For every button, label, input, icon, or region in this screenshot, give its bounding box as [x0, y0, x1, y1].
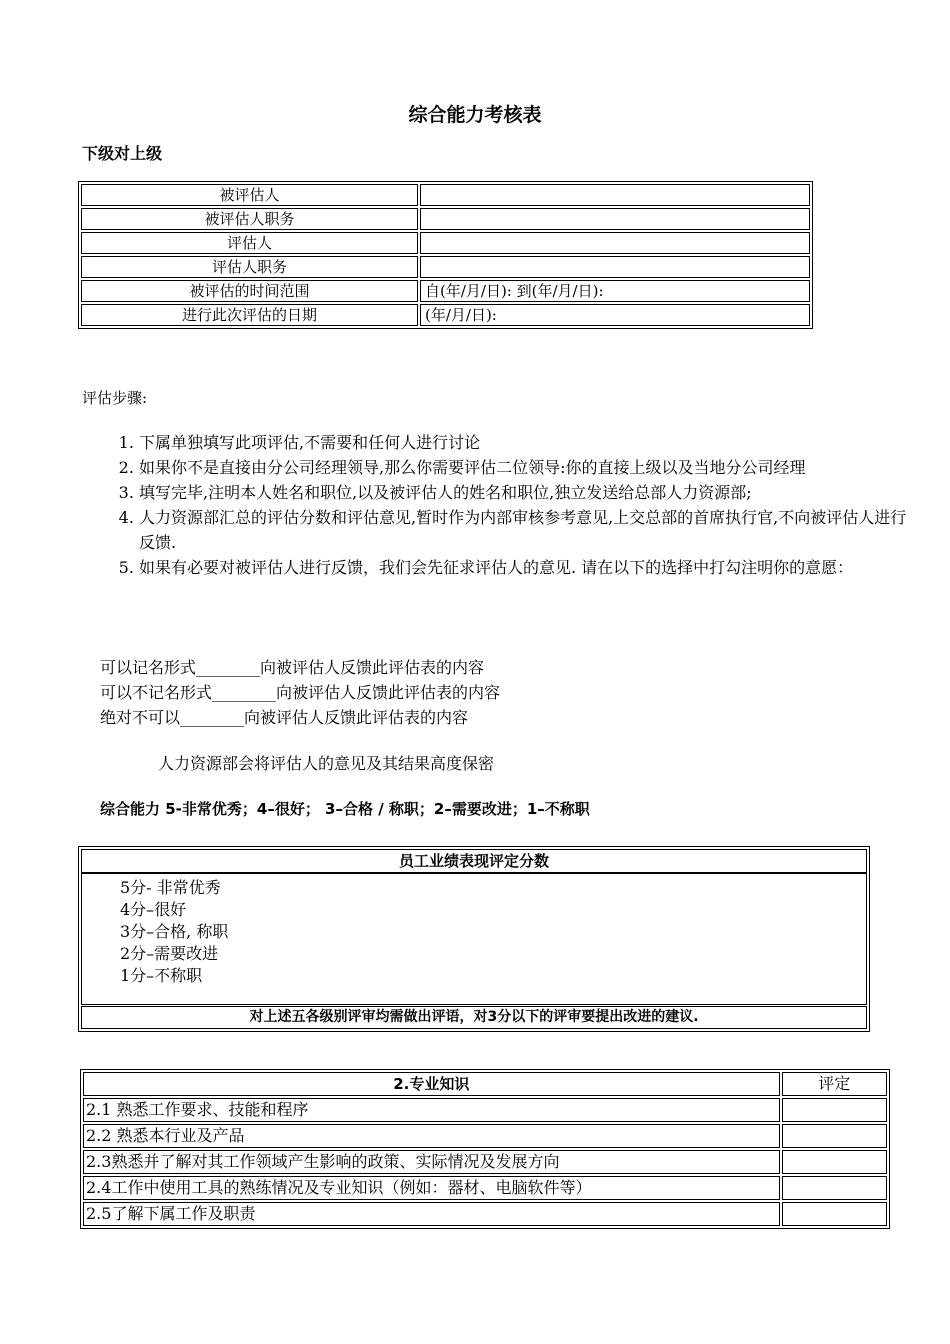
info-label: 评估人职务	[81, 256, 418, 278]
score-definition-box	[78, 846, 870, 1032]
feedback-option-named[interactable]: 可以记名形式________向被评估人反馈此评估表的内容	[100, 658, 485, 677]
score-box-footer: 对上述五各级别评审均需做出评语，对3分以下的评审要提出改进的建议.	[81, 1006, 867, 1029]
rating-cell[interactable]	[782, 1098, 887, 1122]
info-row	[81, 232, 810, 254]
score-line: 3分–合格, 称职	[120, 922, 229, 941]
score-box-header: 员工业绩表现评定分数	[81, 849, 867, 873]
score-line: 5分- 非常优秀	[120, 878, 221, 897]
knowledge-item: 2.1 熟悉工作要求、技能和程序	[83, 1098, 780, 1122]
info-value-field[interactable]: 自(年/月/日): 到(年/月/日):	[420, 280, 810, 302]
steps-title: 评估步骤:	[82, 389, 148, 407]
table-row	[83, 1124, 887, 1148]
step-item: 1. 下属单独填写此项评估,不需要和任何人进行讨论	[139, 430, 909, 455]
page-subtitle: 下级对上级	[82, 144, 163, 163]
knowledge-item: 2.4工作中使用工具的熟练情况及专业知识（例如：器材、电脑软件等）	[83, 1176, 780, 1200]
step-item: 5. 如果有必要对被评估人进行反馈，我们会先征求评估人的意见. 请在以下的选择中打勾注明你的意愿：	[139, 555, 909, 580]
rating-cell[interactable]	[782, 1124, 887, 1148]
rating-cell[interactable]	[782, 1176, 887, 1200]
score-box-body	[81, 873, 867, 1005]
info-row	[81, 256, 810, 278]
info-label: 进行此次评估的日期	[81, 304, 418, 326]
rating-legend: 综合能力 5-非常优秀；4–很好； 3–合格 / 称职；2–需要改进；1–不称职	[100, 800, 590, 818]
knowledge-item: 2.5了解下属工作及职责	[83, 1202, 780, 1226]
steps-list	[105, 430, 909, 580]
knowledge-item: 2.3熟悉并了解对其工作领域产生影响的政策、实际情况及发展方向	[83, 1150, 780, 1174]
page-title: 综合能力考核表	[408, 104, 542, 126]
table-row	[83, 1202, 887, 1226]
score-line: 1分–不称职	[120, 966, 203, 985]
knowledge-table	[80, 1069, 890, 1229]
feedback-option-never[interactable]: 绝对不可以________向被评估人反馈此评估表的内容	[100, 708, 469, 727]
info-value-field[interactable]	[420, 184, 810, 206]
info-label: 被评估人职务	[81, 208, 418, 230]
step-item: 4. 人力资源部汇总的评估分数和评估意见,暂时作为内部审核参考意见,上交总部的首席执行官,不向被评估人进行反馈.	[139, 505, 909, 555]
info-row	[81, 184, 810, 206]
step-item: 2. 如果你不是直接由分公司经理领导,那么你需要评估二位领导:你的直接上级以及当地分公司经理	[139, 455, 909, 480]
confidential-note: 人力资源部会将评估人的意见及其结果高度保密	[158, 754, 495, 773]
rating-header: 评定	[782, 1072, 887, 1096]
feedback-option-anonymous[interactable]: 可以不记名形式________向被评估人反馈此评估表的内容	[100, 683, 501, 702]
knowledge-header: 2.专业知识	[83, 1072, 780, 1096]
info-value-field[interactable]: (年/月/日):	[420, 304, 810, 326]
table-header-row	[83, 1072, 887, 1096]
rating-cell[interactable]	[782, 1150, 887, 1174]
knowledge-item: 2.2 熟悉本行业及产品	[83, 1124, 780, 1148]
score-line: 2分–需要改进	[120, 944, 219, 963]
score-line: 4分–很好	[120, 900, 187, 919]
info-label: 评估人	[81, 232, 418, 254]
table-row	[83, 1150, 887, 1174]
info-label: 被评估的时间范围	[81, 280, 418, 302]
info-label: 被评估人	[81, 184, 418, 206]
info-value-field[interactable]	[420, 232, 810, 254]
rating-cell[interactable]	[782, 1202, 887, 1226]
info-row	[81, 304, 810, 326]
evaluation-info-table	[78, 181, 813, 329]
info-value-field[interactable]	[420, 256, 810, 278]
info-value-field[interactable]	[420, 208, 810, 230]
step-item: 3. 填写完毕,注明本人姓名和职位,以及被评估人的姓名和职位,独立发送给总部人力资源部;	[139, 480, 909, 505]
table-row	[83, 1176, 887, 1200]
info-row	[81, 208, 810, 230]
table-row	[83, 1098, 887, 1122]
info-row	[81, 280, 810, 302]
